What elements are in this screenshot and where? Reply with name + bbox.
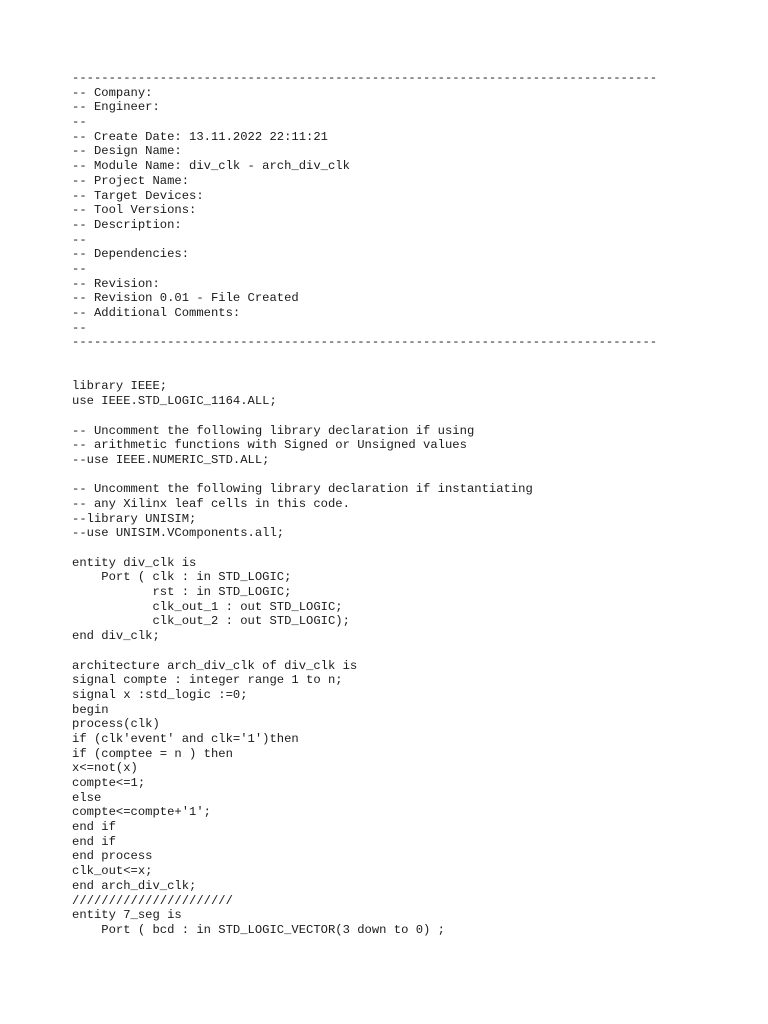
code-line: library IEEE; bbox=[72, 379, 168, 394]
code-line: else bbox=[72, 790, 102, 805]
code-line bbox=[72, 541, 762, 556]
code-line: -- bbox=[72, 232, 87, 247]
code-line: signal x :std_logic :=0; bbox=[72, 687, 248, 702]
code-line: Port ( clk : in STD_LOGIC; bbox=[72, 570, 292, 585]
code-line: end process bbox=[72, 849, 153, 864]
code-line: -- Create Date: 13.11.2022 22:11:21 bbox=[72, 129, 328, 144]
code-line: begin bbox=[72, 702, 109, 717]
code-line: -------------------------------------------------------------------------------- bbox=[72, 71, 658, 85]
code-line: clk_out_2 : out STD_LOGIC); bbox=[72, 614, 350, 629]
code-line: --library UNISIM; bbox=[72, 511, 197, 526]
code-line: ////////////////////// bbox=[72, 893, 233, 908]
code-line: -- Target Devices: bbox=[72, 188, 204, 203]
code-line: -- bbox=[72, 261, 87, 276]
code-line: signal compte : integer range 1 to n; bbox=[72, 673, 343, 688]
code-line bbox=[72, 468, 762, 483]
code-line bbox=[72, 644, 762, 659]
code-line: entity 7_seg is bbox=[72, 908, 182, 923]
code-line: -- Design Name: bbox=[72, 144, 182, 159]
code-line: compte<=compte+'1'; bbox=[72, 805, 211, 820]
code-line: --use IEEE.NUMERIC_STD.ALL; bbox=[72, 452, 270, 467]
code-line: -- bbox=[72, 320, 87, 335]
code-line: --use UNISIM.VComponents.all; bbox=[72, 526, 285, 541]
code-line bbox=[72, 350, 762, 365]
code-line: use IEEE.STD_LOGIC_1164.ALL; bbox=[72, 394, 277, 409]
code-line: Port ( bcd : in STD_LOGIC_VECTOR(3 down to 0) ; bbox=[72, 922, 445, 937]
code-line: entity div_clk is bbox=[72, 555, 197, 570]
code-line: -- Additional Comments: bbox=[72, 306, 241, 320]
code-line: -- Project Name: bbox=[72, 173, 190, 188]
code-line: process(clk) bbox=[72, 717, 160, 732]
code-line: -- Description: bbox=[72, 217, 182, 232]
code-line: -- Uncomment the following library declaration if instantiating bbox=[72, 482, 533, 497]
code-line: if (clk'event' and clk='1')then bbox=[72, 731, 299, 746]
code-line: -- arithmetic functions with Signed or Unsigned values bbox=[72, 438, 467, 453]
code-line: -- Dependencies: bbox=[72, 247, 190, 262]
code-line: end arch_div_clk; bbox=[72, 878, 197, 893]
code-line: -- Engineer: bbox=[72, 100, 160, 115]
code-line: end div_clk; bbox=[72, 629, 160, 644]
code-line: rst : in STD_LOGIC; bbox=[72, 585, 292, 600]
code-document bbox=[72, 71, 762, 938]
code-line: clk_out<=x; bbox=[72, 864, 153, 879]
code-line bbox=[72, 365, 762, 380]
code-line: compte<=1; bbox=[72, 776, 146, 790]
code-line bbox=[72, 409, 762, 424]
code-line: -- Revision 0.01 - File Created bbox=[72, 291, 299, 306]
code-line: end if bbox=[72, 820, 116, 835]
code-line: if (comptee = n ) then bbox=[72, 746, 233, 761]
code-line: architecture arch_div_clk of div_clk is bbox=[72, 658, 358, 673]
code-line: -- Company: bbox=[72, 85, 153, 100]
code-line: -- any Xilinx leaf cells in this code. bbox=[72, 496, 350, 511]
code-line: -- Tool Versions: bbox=[72, 203, 197, 218]
code-line: -- bbox=[72, 115, 87, 130]
code-line: -------------------------------------------------------------------------------- bbox=[72, 335, 658, 350]
code-line: clk_out_1 : out STD_LOGIC; bbox=[72, 599, 343, 614]
code-line: -- Uncomment the following library declaration if using bbox=[72, 423, 475, 438]
code-line: end if bbox=[72, 834, 116, 849]
code-line: x<=not(x) bbox=[72, 761, 138, 776]
code-line: -- Module Name: div_clk - arch_div_clk bbox=[72, 159, 350, 174]
code-line: -- Revision: bbox=[72, 276, 160, 291]
